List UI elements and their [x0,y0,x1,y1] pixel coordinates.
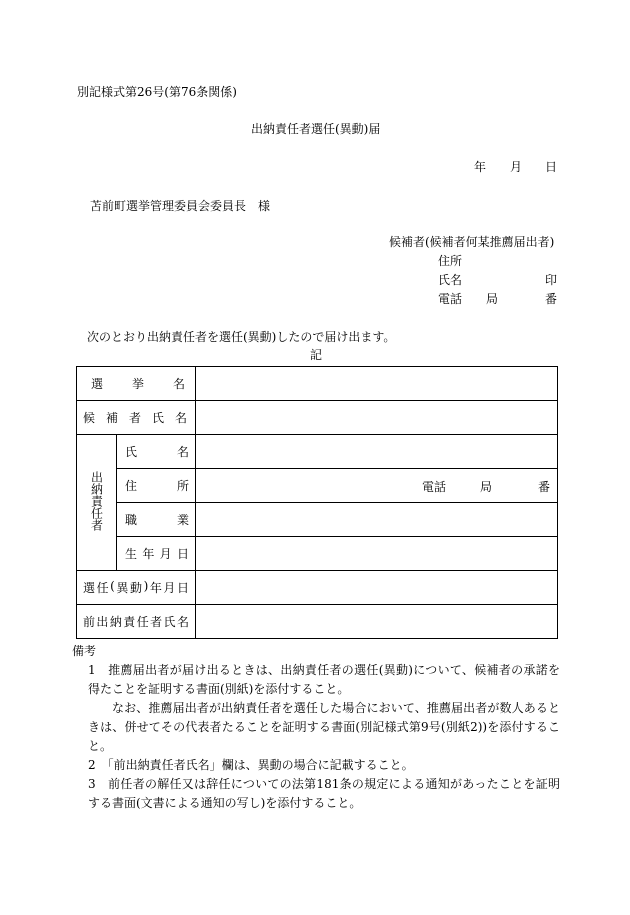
cell-label-text: 職 業 [125,513,190,527]
treasurer-address-label [117,469,196,503]
applicant-phone-number: 番 [545,292,558,306]
form-number: 別記様式第26号(第76条関係) [77,85,237,99]
appoint-date-field[interactable] [196,571,558,605]
appoint-date-label [77,571,196,605]
treasurer-phone-exchange: 局 [480,480,493,494]
applicant-phone: 電話 [438,292,463,306]
form-title: 出納責任者選任(異動)届 [251,122,381,136]
treasurer-group-label: 出納責任者 [77,435,117,571]
candidate-name-field[interactable] [196,401,558,435]
note-1: 1 推薦届出者が届け出るときは、出納責任者の選任(異動)について、候補者の承諾を得たことを証明する書面(別紙)を添付すること。 [88,663,560,696]
treasurer-address-field[interactable] [196,469,558,503]
notes-section [72,642,560,813]
cell-label-text: 生 年 月 日 [125,547,189,561]
date-day: 日 [545,160,558,174]
election-name-field[interactable] [196,367,558,401]
applicant-phone-exchange: 局 [486,292,499,306]
applicant-heading: 候補者(候補者何某推薦届出者) [389,235,555,249]
prev-treasurer-label [77,605,196,639]
note-1b: なお、推薦届出者が出納責任者を選任した場合において、推薦届出者が数人あるときは、併せてその代表者たることを証明する書面(別記様式第9号(別紙2))を添付すること。 [88,701,560,753]
treasurer-phone-label: 電話 [422,480,447,494]
treasurer-name-label [117,435,196,469]
treasurer-birth-label [117,537,196,571]
date-year: 年 [474,160,487,174]
cell-label-text: 選 任 ( 異 動 ) 年 月 日 [83,579,189,595]
form-table [76,366,558,639]
election-name-label [77,367,196,401]
treasurer-birth-field[interactable] [196,537,558,571]
candidate-name-label [77,401,196,435]
cell-label-text: 住 所 [125,479,190,493]
cell-label-text: 前 出 納 責 任 者 氏 名 [83,615,189,629]
applicant-name: 氏名 [438,273,463,287]
addressee: 苫前町選挙管理委員会委員長 様 [90,199,271,213]
date-month: 月 [510,160,523,174]
seal-mark: 印 [545,273,558,287]
treasurer-job-label [117,503,196,537]
treasurer-name-field[interactable] [196,435,558,469]
cell-label-text: 候 補 者 氏 名 [83,411,188,425]
cell-label-text: 選 挙 名 [91,377,186,391]
prev-treasurer-field[interactable] [196,605,558,639]
applicant-address: 住所 [438,254,463,268]
ki-mark: 記 [310,348,323,362]
note-3: 3 前任者の解任又は辞任についての法第181条の規定による通知があったことを証明する書面(文書による通知の写し)を添付すること。 [88,777,560,810]
treasurer-job-field[interactable] [196,503,558,537]
treasurer-phone-number: 番 [538,480,551,494]
statement: 次のとおり出納責任者を選任(異動)したので届け出ます。 [87,330,396,344]
notes-heading: 備考 [72,644,97,658]
cell-label-text: 氏 名 [125,445,190,459]
note-2: 2 「前出納責任者氏名」欄は、異動の場合に記載すること。 [88,758,414,772]
